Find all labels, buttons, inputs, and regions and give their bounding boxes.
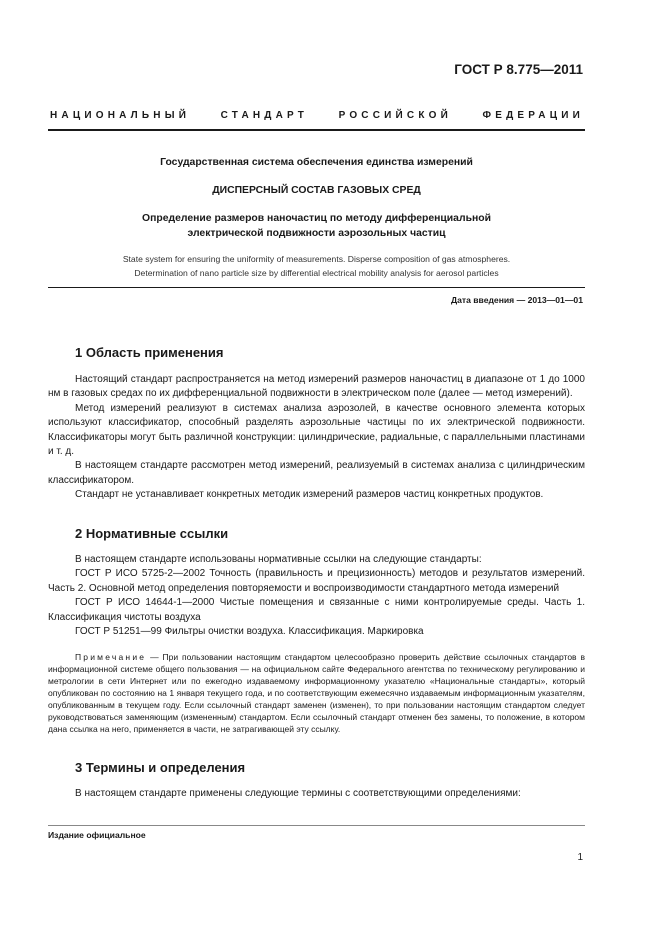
section-3-paragraph-1: В настоящем стандарте применены следующие термины с соответствующими определениями: [75,788,521,799]
section-2-heading: 2 Нормативные ссылки [75,526,229,541]
english-title-line-1: State system for ensuring the uniformity of measurements. Disperse composition of gas atmospheres. [122,254,511,264]
national-standard-banner: НАЦИОНАЛЬНЫЙ СТАНДАРТ РОССИЙСКОЙ ФЕДЕРАЦИИ [50,110,584,121]
sub-title [48,211,585,241]
section-2-note [48,651,585,735]
system-title: Государственная система обеспечения единства измерений [160,157,473,168]
note-text: — При пользовании настоящим стандартом целесообразно проверить действие ссылочных стандартов в информационной системе общего пользования — на официальном сайте Федерального агентства по техническому регулированию и метрологии в сети Интернет или по ежегодно издаваемому информационному указателю «Национальные стандарты», который опубликован по состоянию на 1 января текущего года, и по соответствующим ежемесячно издаваемым информационным указателям, опубликованным в текущем году. Если ссылочный стандарт заменен (изменен), то при пользовании настоящим стандартом следует руководствоваться заменяющим (измененным) стандартом. Если ссылочный стандарт отменен без замены, то положение, в котором дана ссылка на него, применяется в части, не затрагивающей эту ссылку. [48,652,585,734]
title-rule [48,287,585,288]
introduction-date: Дата введения — 2013—01—01 [450,295,583,305]
page-number: 1 [577,852,583,863]
footer-rule [48,825,585,826]
english-title [48,253,585,280]
sub-title-line-2: электрической подвижности аэрозольных частиц [187,228,446,239]
section-2-paragraph-1: В настоящем стандарте использованы нормативные ссылки на следующие стандарты: [75,554,482,565]
section-1-heading: 1 Область применения [75,345,224,360]
section-1-paragraph-3: В настоящем стандарте рассмотрен метод измерений, реализуемый в системах анализа с цилиндрическим классификатором. [48,460,585,486]
section-2-body [48,553,585,639]
section-3-body [48,787,585,801]
section-1-paragraph-4: Стандарт не устанавливает конкретных методик измерений размеров частиц конкретных продуктов. [75,489,544,501]
section-2-reference-1: ГОСТ Р ИСО 5725-2—2002 Точность (правильность и прецизионность) методов и результатов измерений. Часть 2. Основной метод определения повторяемости и воспроизводимости стандартного метода измерений [48,568,585,594]
section-2-reference-3: ГОСТ Р 51251—99 Фильтры очистки воздуха. Классификация. Маркировка [75,626,424,638]
document-code: ГОСТ Р 8.775—2011 [454,62,583,77]
section-1-body [48,373,585,503]
english-title-line-2: Determination of nano particle size by differential electrical mobility analysis for aerosol particles [134,267,499,278]
header-rule [48,129,585,131]
main-title: ДИСПЕРСНЫЙ СОСТАВ ГАЗОВЫХ СРЕД [212,185,421,196]
section-1-paragraph-1: Настоящий стандарт распространяется на метод измерений размеров наночастиц в диапазоне от 1 до 1000 нм в газовых средах по их дифференциальной подвижности в электрическом поле (далее — метод измерений). [48,374,585,400]
section-1-paragraph-2: Метод измерений реализуют в системах анализа аэрозолей, в качестве основного элемента которых используют классификатор, способный разделять аэрозольные частицы по их электрической подвижности. Классификаторы могут быть различной конструкции: цилиндрические, радиальные, с параллельными пластинами и т. д. [48,402,585,458]
section-3-heading: 3 Термины и определения [75,760,246,775]
note-label: Примечание [75,652,147,662]
sub-title-line-1: Определение размеров наночастиц по методу дифференциальной [142,213,491,224]
official-edition-label: Издание официальное [48,830,146,840]
section-2-reference-2: ГОСТ Р ИСО 14644-1—2000 Чистые помещения и связанные с ними контролируемые среды. Часть 1. Классификация чистоты воздуха [48,597,585,623]
